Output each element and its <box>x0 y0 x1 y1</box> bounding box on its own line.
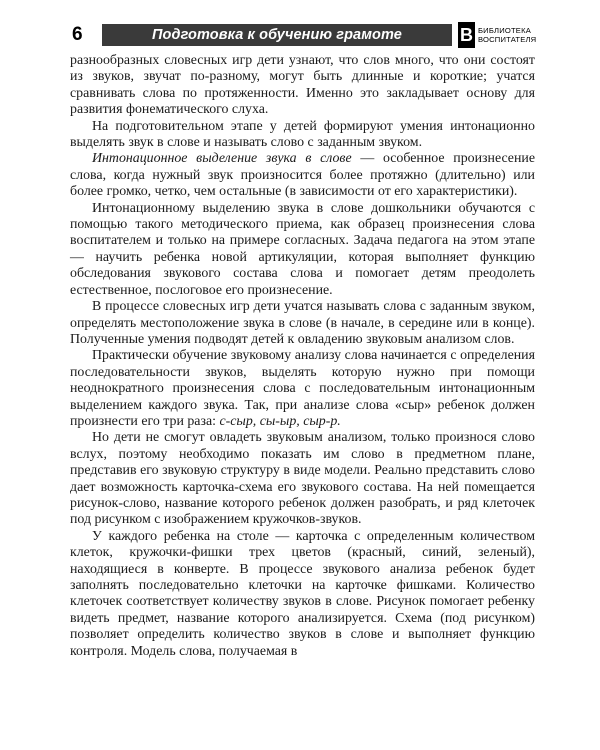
paragraph-3-definition <box>70 151 535 200</box>
paragraph-1: разнообразных словесных игр дети узнают, что слов много, что они состоят из звуков, звучат по-разному, могут быть длинные и короткие; учатся сравнивать слова по протяженности. Именно это закладывает основу для развития фонематического слуха. <box>70 53 535 118</box>
logo-line-1: БИБЛИОТЕКА <box>478 25 531 35</box>
body-text <box>70 53 535 660</box>
logo-letter: В <box>458 22 475 48</box>
running-header <box>72 22 537 48</box>
paragraph-8: У каждого ребенка на столе — карточка с определенным количеством клеток, кружочки-фишки трех цветов (красный, синий, зеленый), находящиеся в конверте. В процессе звукового анализа ребенок будет заполнять последовательно клеточки на карточке фишками. Количество клеточек соответствует количеству звуков в слове. Рисунок помогает ребенку видеть предмет, название которого анализируется. Схема (под рисунком) позволяет определить количество звуков в слове и выполняет функцию контроля. Модель слова, получаемая в <box>70 528 535 659</box>
paragraph-5: В процессе словесных игр дети учатся называть слова с заданным звуком, определять местоположение звука в слове (в начале, в середине или в конце). Полученные умения подводят детей к овладению звуковым анализом слов. <box>70 299 535 347</box>
chapter-title-bar <box>102 24 452 46</box>
paragraph-4: Интонационному выделению звука в слове дошкольники обучаются с помощью такого методического приема, как образец произнесения слова воспитателем и только на примере согласных. Задача педагога на этом этапе — научить ребенка новой артикуляции, которая выполняет функцию обследования звукового состава слова и помогает детям преодолеть естественное, послоговое его произнесение. <box>70 200 535 298</box>
defined-term: Интонационное выделение звука в слове <box>92 151 352 167</box>
paragraph-2: На подготовительном этапе у детей формируют умения интонационно выделять звук в слове и называть слово с заданным звуком. <box>70 118 535 151</box>
paragraph-6-text: Практически обучение звуковому анализу слова начинается с определения последовательности звуков, выделять которую нужно при помощи неоднократного произнесения слова с последовательным интонационным выделением каждого звука. Так, при анализе слова «сыр» ребенок должен произнести его три раза: <box>70 348 535 429</box>
chapter-title: Подготовка к обучению грамоте <box>152 27 402 43</box>
pronunciation-example: с-сыр, сы-ыр, сыр-р. <box>219 413 341 429</box>
paragraph-6 <box>70 348 535 430</box>
logo-text <box>478 26 536 45</box>
logo-line-2: ВОСПИТАТЕЛЯ <box>478 35 537 44</box>
page-number: 6 <box>72 24 83 45</box>
series-logo <box>458 22 537 48</box>
paragraph-7: Но дети не смогут овладеть звуковым анализом, только произнося слово вслух, поэтому необходимо показать им слово в предметном плане, представив его звуковую структуру в виде модели. Реально представить слово дает возможность карточка-схема его звукового состава. На ней помещается рисунок-слово, название которого ребенок должен разобрать, и ряд клеточек под рисунком с изображением кружочков-звуков. <box>70 430 535 528</box>
definition-text: — особенное произнесение слова, когда нужный звук произносится более протяжно (длительно) или более громко, четко, чем остальные (в зависимости от его характеристики). <box>70 151 535 200</box>
